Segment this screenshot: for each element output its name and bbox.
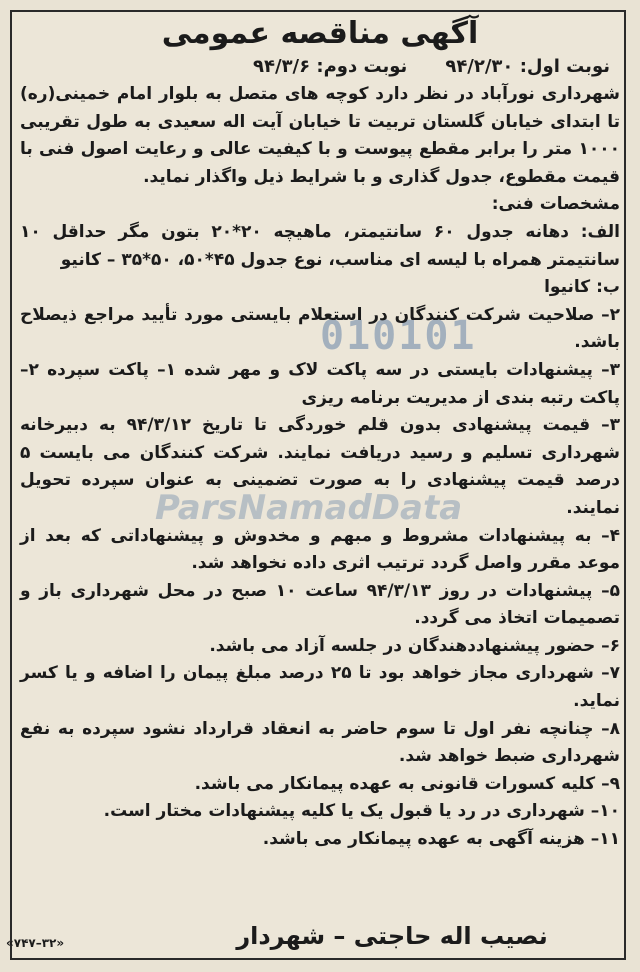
intro-paragraph: شهرداری نورآباد در نظر دارد کوچه های متصل به بلوار امام خمینی(ره) تا ابتدای خیابان گلستان تربیت تا خیابان آیت اله سعیدی به طول تقریبی ۱۰۰۰ متر را برابر مقطع پیوست و با کیفیت عالی و رعایت اصول فنی با قیمت مقطوع، جدول گذاری و با شرایط ذیل واگذار نماید. xyxy=(20,84,620,187)
condition-item: ۷– شهرداری مجاز خواهد بود تا ۲۵ درصد مبلغ پیمان را اضافه و یا کسر نماید. xyxy=(20,663,620,712)
condition-item: ۴– به پیشنهادات مشروط و مبهم و مخدوش و پیشنهاداتی که بعد از موعد مقرر واصل گردد ترتیب اثری داده نخواهد شد. xyxy=(20,525,620,574)
condition-item: ۱۰– شهرداری در رد یا قبول یک یا کلیه پیشنهادات مختار است. xyxy=(103,801,620,822)
condition-item: ۶– حضور پیشنهاددهندگان در جلسه آزاد می باشد. xyxy=(209,635,620,656)
mayor-signature: نصیب اله حاجتی – شهردار xyxy=(236,922,548,950)
first-round: نوبت اول: ۹۴/۲/۳۰ xyxy=(445,56,610,77)
condition-item: ۱۱– هزینه آگهی به عهده پیمانکار می باشد. xyxy=(262,829,620,850)
watermark-digits: 010101 xyxy=(320,313,477,359)
spec-b: ب: کانیوا xyxy=(544,277,620,298)
condition-item: ۳– قیمت پیشنهادی بدون قلم خوردگی تا تاریخ ۹۴/۳/۱۲ به دبیرخانه شهرداری تسلیم و رسید دریافت نمایند. شرکت کنندگان می بایست ۵ درصد قیمت پیشنهادی را به صورت تضمینی به عنوان سپرده تحویل نمایند. xyxy=(20,415,620,518)
watermark-brand: ParsNamadData xyxy=(155,488,463,528)
notice-title: آگهی مناقصه عمومی xyxy=(161,16,479,51)
condition-item: ۳– پیشنهادات بایستی در سه پاکت لاک و مهر شده ۱– پاکت سپرده ۲– پاکت رتبه بندی از مدیریت برنامه ریزی xyxy=(20,359,620,408)
tender-notice xyxy=(20,14,620,964)
condition-item: ۲– صلاحیت شرکت کنندگان در استعلام بایستی مورد تأیید مراجع ذیصلاح باشد. xyxy=(20,304,620,353)
specs-heading: مشخصات فنی: xyxy=(491,194,620,215)
notice-footer xyxy=(0,922,640,950)
condition-item: ۹– کلیه کسورات قانونی به عهده پیمانکار می باشد. xyxy=(194,773,620,794)
spec-a: الف: دهانه جدول ۶۰ سانتیمتر، ماهیچه ۲۰*۲۰ بتون مگر حداقل ۱۰ سانتیمتر همراه با لیسه ای مناسب، نوع جدول ۴۵*۵۰، ۵۰*۳۵ – کانیو xyxy=(20,221,620,270)
second-round: نوبت دوم: ۹۴/۳/۶ xyxy=(253,56,408,77)
notice-code: «۷۴۷–۳۲» xyxy=(6,936,65,950)
round-dates xyxy=(20,55,620,79)
condition-item: ۸– چنانچه نفر اول تا سوم حاضر به انعقاد قرارداد نشود سپرده به نفع شهرداری ضبط خواهد شد. xyxy=(20,718,620,767)
condition-item: ۵– پیشنهادات در روز ۹۴/۳/۱۳ ساعت ۱۰ صبح در محل شهرداری باز و تصمیمات اتخاذ می گردد. xyxy=(20,580,620,629)
